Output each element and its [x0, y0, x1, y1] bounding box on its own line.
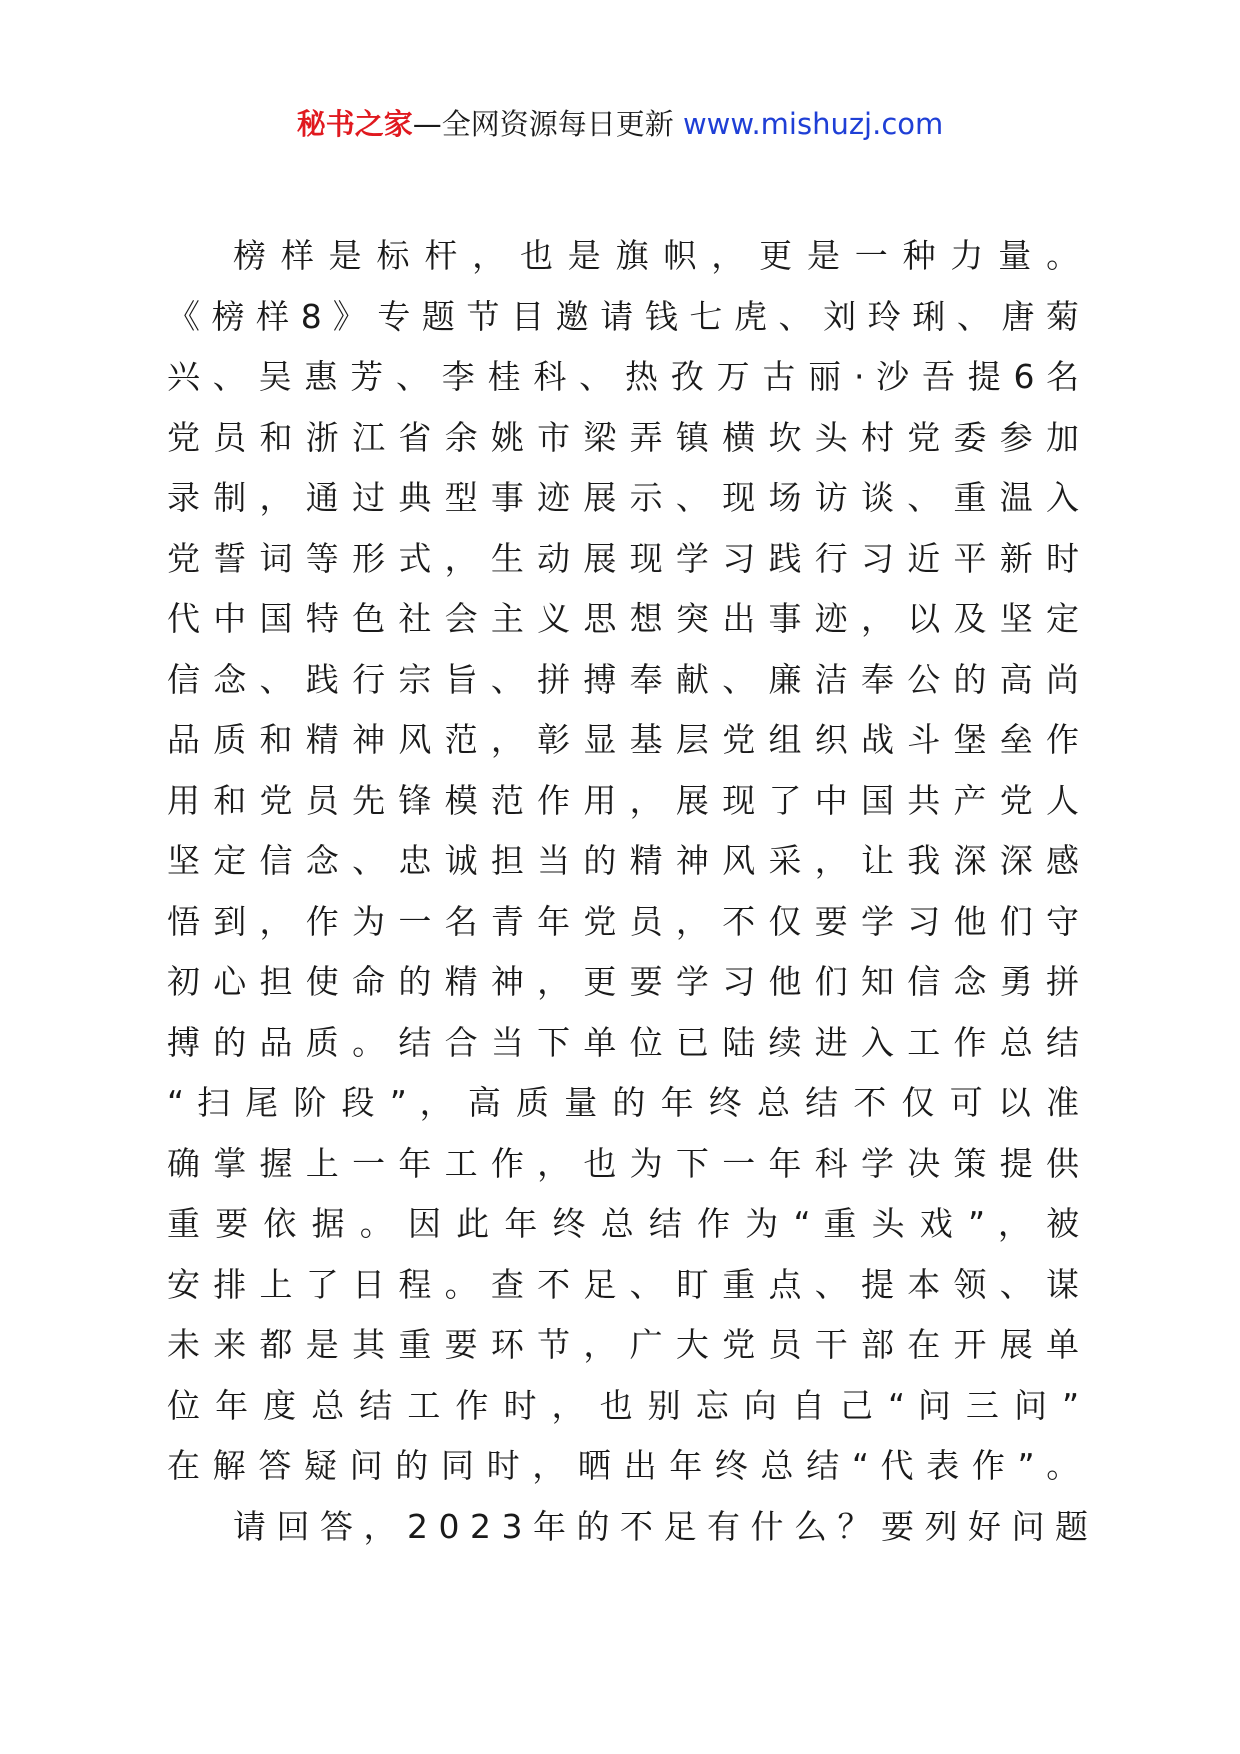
body-line: 安 排 上 了 日 程 。 查 不 足 、 盯 重 点 、 提 本 领 、 谋	[167, 1264, 1080, 1304]
site-url-link[interactable]: www.mishuzj.com	[682, 107, 944, 141]
body-line: 请 回 答 ， 2 0 2 3 年 的 不 足 有 什 么 ？ 要 列 好 问 题	[233, 1506, 1088, 1546]
body-line: 品 质 和 精 神 风 范 ， 彰 显 基 层 党 组 织 战 斗 堡 垒 作	[167, 720, 1080, 759]
body-line: 初 心 担 使 命 的 精 神 ， 更 要 学 习 他 们 知 信 念 勇 拼	[167, 962, 1080, 1001]
body-line: 坚 定 信 念 、 忠 诚 担 当 的 精 神 风 采 ， 让 我 深 深 感	[167, 841, 1080, 880]
body-line: 党 誓 词 等 形 式 ， 生 动 展 现 学 习 践 行 习 近 平 新 时	[167, 538, 1080, 578]
body-line: 搏 的 品 质 。 结 合 当 下 单 位 已 陆 续 进 入 工 作 总 结	[167, 1022, 1080, 1062]
body-line: 在 解 答 疑 问 的 同 时 ， 晒 出 年 终 总 结 “ 代 表 作 ” 。	[167, 1446, 1080, 1485]
page-header	[0, 104, 1240, 144]
body-line: 重 要 依 据 。 因 此 年 终 总 结 作 为 “ 重 头 戏 ” ， 被	[167, 1204, 1080, 1243]
body-line: 未 来 都 是 其 重 要 环 节 ， 广 大 党 员 干 部 在 开 展 单	[167, 1325, 1080, 1364]
body-line: 用 和 党 员 先 锋 模 范 作 用 ， 展 现 了 中 国 共 产 党 人	[167, 780, 1080, 820]
brand-name: 秘书之家	[296, 107, 413, 141]
body-line: 《 榜 样 8 》 专 题 节 目 邀 请 钱 七 虎 、 刘 玲 琍 、 唐 菊	[167, 296, 1080, 336]
body-line: 位 年 度 总 结 工 作 时 ， 也 别 忘 向 自 己 “ 问 三 问 ”	[167, 1385, 1080, 1425]
body-line: 录 制 ， 通 过 典 型 事 迹 展 示 、 现 场 访 谈 、 重 温 入	[167, 478, 1080, 517]
body-line: 确 掌 握 上 一 年 工 作 ， 也 为 下 一 年 科 学 决 策 提 供	[167, 1143, 1080, 1183]
document-body	[167, 226, 1088, 1557]
body-line: “ 扫 尾 阶 段 ” ， 高 质 量 的 年 终 总 结 不 仅 可 以 准	[167, 1083, 1080, 1122]
body-line: 悟 到 ， 作 为 一 名 青 年 党 员 ， 不 仅 要 学 习 他 们 守	[167, 901, 1080, 941]
body-line: 信 念 、 践 行 宗 旨 、 拼 搏 奉 献 、 廉 洁 奉 公 的 高 尚	[167, 659, 1080, 699]
body-line: 兴 、 吴 惠 芳 、 李 桂 科 、 热 孜 万 古 丽 · 沙 吾 提 6 名	[167, 357, 1080, 396]
body-line: 党 员 和 浙 江 省 余 姚 市 梁 弄 镇 横 坎 头 村 党 委 参 加	[167, 417, 1080, 457]
body-line: 代 中 国 特 色 社 会 主 义 思 想 突 出 事 迹 ， 以 及 坚 定	[167, 599, 1080, 638]
header-tagline: —全网资源每日更新	[412, 107, 683, 141]
body-line: 榜 样 是 标 杆 ， 也 是 旗 帜 ， 更 是 一 种 力 量 。	[233, 236, 1080, 275]
